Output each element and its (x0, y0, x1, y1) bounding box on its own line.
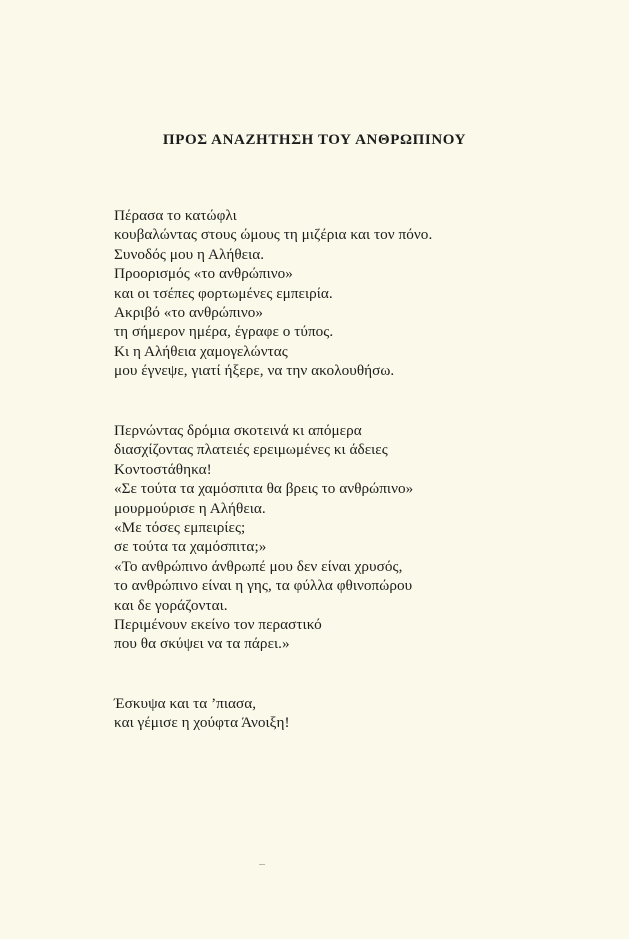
poem-line: διασχίζοντας πλατειές ερειμωμένες κι άδειες (114, 441, 388, 459)
poem-line: μουρμούρισε η Αλήθεια. (114, 499, 266, 517)
poem-line: το ανθρώπινο είναι η γης, τα φύλλα φθινοπώρου (114, 577, 413, 595)
poem-line: «Σε τούτα τα χαμόσπιτα θα βρεις το ανθρώπινο» (114, 480, 414, 498)
poem-line: Περιμένουν εκείνο τον περαστικό (114, 616, 322, 634)
poem-line: Πέρασα το κατώφλι (114, 207, 237, 224)
stanza (114, 694, 290, 733)
poem-line: τη σήμερον ημέρα, έγραφε ο τύπος. (114, 323, 334, 341)
poem-line: και γέμισε η χούφτα Άνοιξη! (114, 714, 290, 732)
poem-line: Κι η Αλήθεια χαμογελώντας (114, 342, 288, 360)
stanza (114, 206, 432, 381)
poem-line: μου έγνεψε, γιατί ήξερε, να την ακολουθήσω. (114, 362, 395, 380)
poem-line: σε τούτα τα χαμόσπιτα;» (114, 538, 267, 556)
poem-line: που θα σκύψει να τα πάρει.» (114, 635, 290, 653)
poem-line: Κοντοστάθηκα! (114, 460, 212, 478)
poem-line: Προορισμός «το ανθρώπινο» (114, 265, 293, 283)
poem-line: κουβαλώντας στους ώμους τη μιζέρια και τον πόνο. (114, 226, 433, 244)
poem-title: ΠΡΟΣ ΑΝΑΖΗΤΗΣΗ ΤΟΥ ΑΝΘΡΩΠΙΝΟΥ (162, 132, 467, 148)
page-mark (259, 864, 265, 865)
poem-line: και οι τσέπες φορτωμένες εμπειρία. (114, 284, 333, 302)
poem-line: Συνοδός μου η Αλήθεια. (114, 245, 265, 263)
poem-line: «Με τόσες εμπειρίες; (114, 519, 246, 537)
poem-line: «Το ανθρώπινο άνθρωπέ μου δεν είναι χρυσός, (114, 557, 403, 575)
stanza (114, 421, 413, 654)
poem-line: Περνώντας δρόμια σκοτεινά κι απόμερα (114, 422, 362, 439)
poem-line: και δε γοράζονται. (114, 596, 228, 614)
poem-line: Έσκυψα και τα ’πιασα, (114, 695, 257, 712)
poem-line: Ακριβό «το ανθρώπινο» (114, 304, 264, 322)
